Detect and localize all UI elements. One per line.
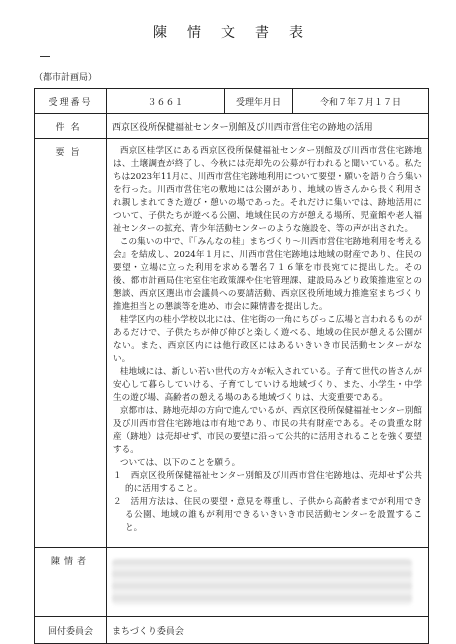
summary-item: １ 西京区役所保健福祉センター別館及び川西市営住宅跡地は、売却せず公共的に活用すること。: [113, 471, 422, 494]
subject-value: 西京区役所保健福祉センター別館及び川西市営住宅の跡地の活用: [107, 114, 429, 139]
receipt-number-value: ３６６１: [107, 89, 225, 114]
dash-mark: [40, 56, 50, 57]
receipt-number-label: 受理番号: [35, 89, 107, 114]
petitioner-value-redacted: [107, 548, 429, 617]
summary-row: [35, 139, 429, 548]
committee-row: [35, 617, 429, 644]
committee-label: 回付委員会: [35, 617, 107, 644]
receipt-date-label: 受理年月日: [225, 89, 293, 114]
summary-paragraph: この集いの中で、『「みんなの桂」まちづくり～川西市営住宅跡地利用を考える会』を結成し、2024年１月に、川西市営住宅跡地は地域の財産であり、住民の要望・立場に立った利用を求める署名７１６筆を市長宛てに提出した。その後、都市計画局住宅室住宅政策課や住宅管理課、建設局みどり政策推進室との懇談、西京区選出市会議員への要請活動、西京区役所地域力推進室まちづくり推進担当との懇談等を進め、市会に陳情書を提出した。: [113, 237, 422, 312]
petitioner-row: [35, 548, 429, 617]
summary-label: 要旨: [35, 139, 107, 548]
redacted-block: [112, 559, 412, 605]
summary-paragraph: 京都市は、跡地売却の方向で進んでいるが、西京区役所保健福祉センター別館及び川西市営住宅跡地は市有地であり、市民の共有財産である。その貴重な財産（跡地）は売却せず、市民の要望に沿って公共的に活用されることを強く要望する。: [113, 406, 422, 455]
summary-paragraph: 桂地域には、新しい若い世代の方々が転入されている。子育て世代の皆さんが安心して暮らしていける、子育てしていける地域づくり、また、小学生・中学生の遊び場、高齢者の憩える場のある地域づくりは、大変重要である。: [113, 367, 422, 403]
department-label: （都市計画局）: [34, 73, 98, 83]
subject-row: [35, 114, 429, 139]
document-title: 陳情文書表: [153, 25, 323, 41]
summary-paragraph: ついては、以下のことを願う。: [119, 458, 241, 468]
summary-text: [107, 139, 429, 548]
summary-item: ２ 活用方法は、住民の要望・意見を尊重し、子供から高齢者までが利用できる公園、地域の誰もが利用できるいきいき市民活動センターを設置すること。: [113, 497, 422, 533]
receipt-date-value: 令和７年７月１７日: [293, 89, 429, 114]
petition-form-table: [34, 88, 429, 644]
summary-paragraph: 桂学区内の桂小学校以北には、住宅街の一角にちびっこ広場と言われるものがあるだけで、子供たちが伸び伸びと楽しく遊べる、地域の住民が憩える公園がない。また、西京区内には他行政区にはあるいきいき市民活動センターがない。: [113, 315, 422, 364]
subject-label: 件名: [35, 114, 107, 139]
committee-value: まちづくり委員会: [107, 617, 429, 644]
receipt-row: [35, 89, 429, 114]
petitioner-label: 陳情者: [35, 548, 107, 617]
summary-paragraph: 西京区桂学区にある西京区役所保健福祉センター別館及び川西市営住宅跡地は、土壌調査が終了し、今秋には売却先の公募が行われると聞いている。私たちは2023年11月に、川西市営住宅跡地利用について要望・願いを語り合う集いを行った。川西市営住宅の敷地には公園があり、地域の皆さんから長く利用され親しまれてきた遊び・憩いの場であった。それだけに集いでは、跡地活用について、子供たちが遊べる公園、地域住民の方が憩える場所、児童館や老人福祉センターの拡充、青少年活動センターのような施設を、等の声が出された。: [113, 146, 422, 234]
